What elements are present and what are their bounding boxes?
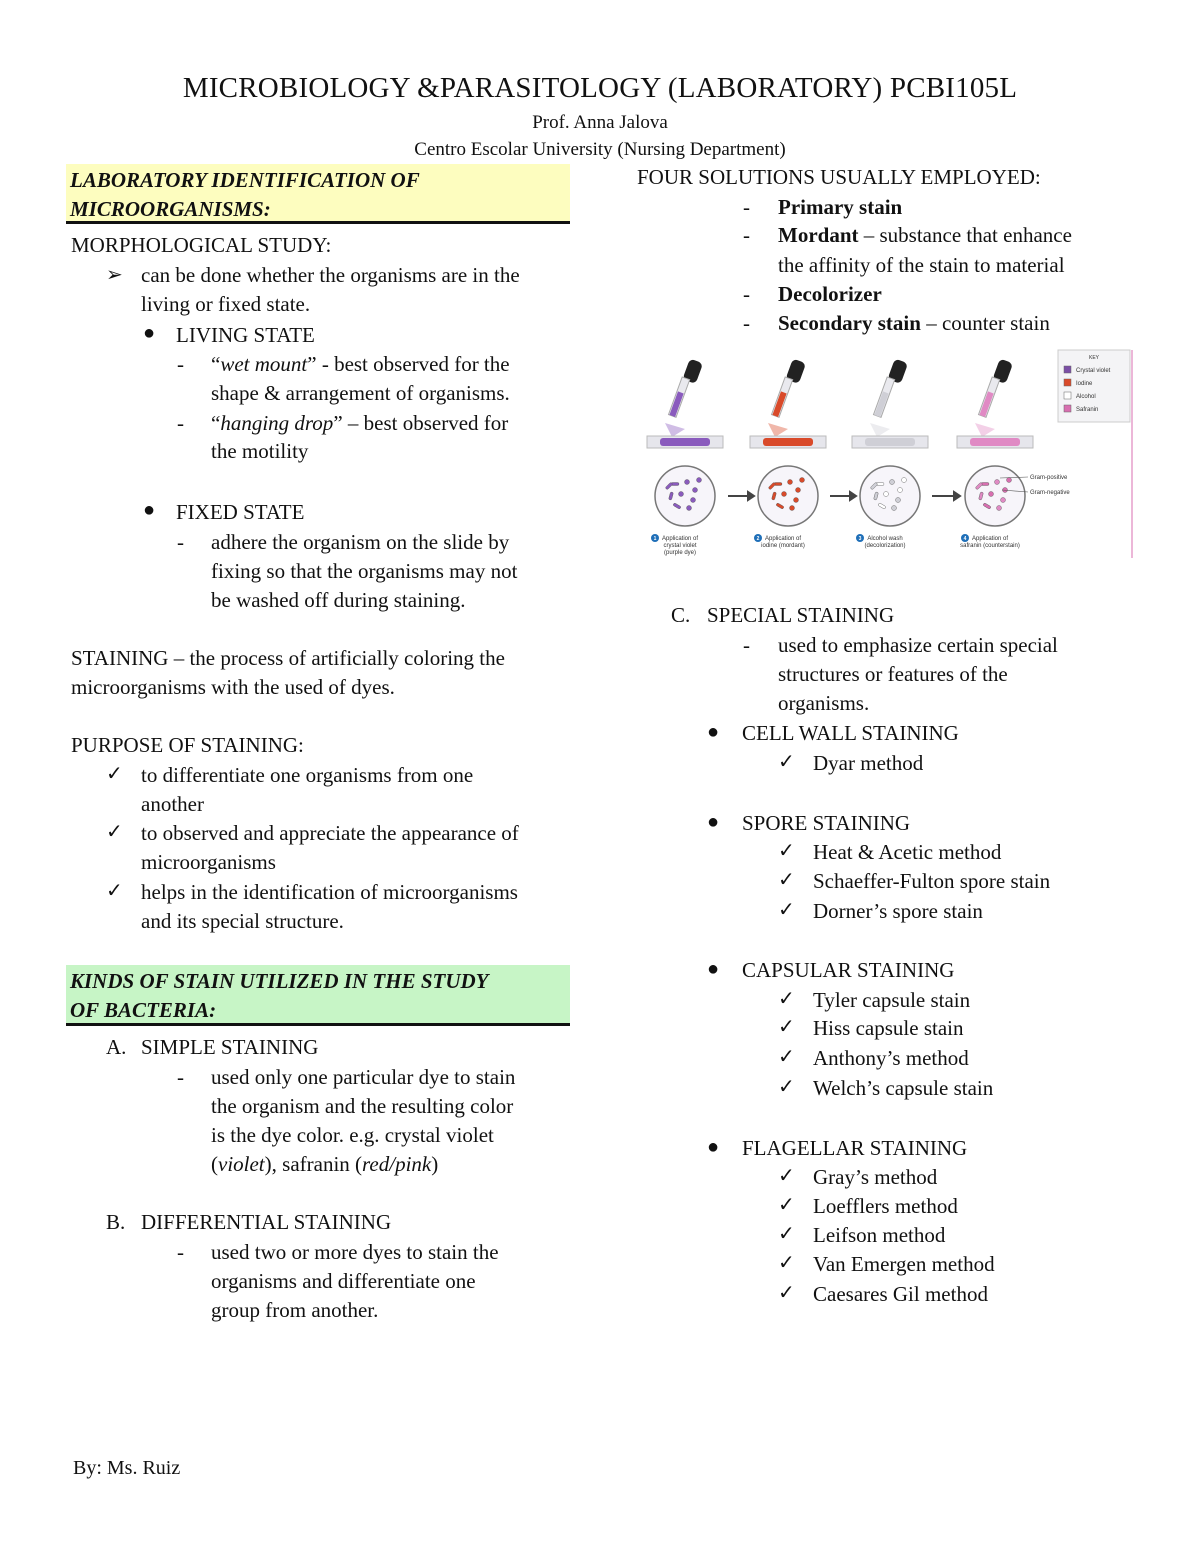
svg-text:(purple dye): (purple dye)	[663, 550, 697, 556]
footer-author: By: Ms. Ruiz	[73, 1457, 181, 1479]
svg-text:iodine (mordant): iodine (mordant)	[761, 543, 805, 549]
simple-staining-title: SIMPLE STAINING	[141, 1035, 319, 1059]
living-state-label: LIVING STATE	[176, 323, 315, 347]
secondary-stain-line: Secondary stain – counter stain	[778, 311, 1050, 335]
dot-bullet-icon: ●	[707, 811, 720, 833]
check-icon: ✓	[106, 880, 123, 902]
check-icon: ✓	[778, 1252, 795, 1274]
stain-step-3	[852, 359, 928, 549]
check-icon: ✓	[778, 899, 795, 921]
check-icon: ✓	[778, 988, 795, 1010]
primary-stain: Primary stain	[778, 195, 903, 219]
dot-bullet-icon: ●	[143, 322, 156, 344]
key-swatch	[1064, 379, 1071, 386]
flagellar-staining-title: FLAGELLAR STAINING	[742, 1136, 968, 1160]
key-swatch	[1064, 392, 1071, 399]
svg-text:2: 2	[756, 536, 760, 542]
professor-name: Prof. Anna Jalova	[532, 112, 668, 133]
stain-step-1	[647, 359, 723, 556]
key-swatch	[1064, 405, 1071, 412]
svg-text:Alcohol wash: Alcohol wash	[867, 536, 903, 542]
svg-text:(decolorization): (decolorization)	[864, 543, 906, 549]
dot-bullet-icon: ●	[707, 1136, 720, 1158]
fixed-state-label: FIXED STATE	[176, 500, 305, 524]
check-icon: ✓	[778, 1165, 795, 1187]
section-heading-kinds-of-stain: KINDS OF STAIN UTILIZED IN THE STUDY OF BACTERIA:	[66, 965, 570, 1026]
dot-bullet-icon: ●	[707, 721, 720, 743]
arrow-bullet-icon: ➢	[106, 264, 123, 286]
key-label: Safranin	[1076, 407, 1099, 413]
spore-staining-title: SPORE STAINING	[742, 811, 911, 835]
dot-bullet-icon: ●	[707, 958, 720, 980]
check-icon: ✓	[106, 821, 123, 843]
stain-step-2	[750, 359, 826, 549]
four-solutions-title: FOUR SOLUTIONS USUALLY EMPLOYED:	[637, 165, 1041, 189]
purpose-title: PURPOSE OF STAINING:	[71, 733, 304, 757]
key-title: KEY	[1088, 355, 1100, 361]
document-title: MICROBIOLOGY &PARASITOLOGY (LABORATORY) PCBI105L	[182, 72, 1018, 104]
key-legend	[1058, 350, 1130, 422]
key-label: Alcohol	[1076, 394, 1096, 400]
stain-step-4	[957, 359, 1033, 549]
svg-text:3: 3	[858, 536, 862, 542]
check-icon: ✓	[106, 763, 123, 785]
svg-text:4: 4	[963, 536, 967, 542]
key-label: Crystal violet	[1076, 368, 1111, 374]
svg-text:crystal violet: crystal violet	[663, 543, 697, 549]
check-icon: ✓	[778, 1282, 795, 1304]
check-icon: ✓	[778, 1046, 795, 1068]
morphological-study-title: MORPHOLOGICAL STUDY:	[71, 233, 332, 257]
hanging-drop-line: “hanging drop” – best observed for	[211, 411, 509, 435]
decolorizer: Decolorizer	[778, 282, 882, 306]
key-swatch	[1064, 366, 1071, 373]
check-icon: ✓	[778, 1016, 795, 1038]
gram-negative-label: Gram-negative	[1030, 490, 1070, 496]
check-icon: ✓	[778, 1223, 795, 1245]
school-name: Centro Escolar University (Nursing Department)	[414, 139, 786, 160]
capsular-staining-title: CAPSULAR STAINING	[742, 958, 955, 982]
check-icon: ✓	[778, 1194, 795, 1216]
staining-definition: STAINING – the process of artificially coloring the	[71, 646, 505, 670]
mordant-line: Mordant – substance that enhance	[778, 223, 1072, 247]
check-icon: ✓	[778, 1076, 795, 1098]
gram-stain-figure	[640, 348, 1135, 563]
svg-text:Application of: Application of	[971, 536, 1009, 542]
key-label: Iodine	[1076, 381, 1093, 387]
wet-mount-line: “wet mount” - best observed for the	[211, 352, 510, 376]
cell-wall-staining-title: CELL WALL STAINING	[742, 721, 959, 745]
svg-text:safranin (counterstain): safranin (counterstain)	[960, 543, 1020, 549]
gram-positive-label: Gram-positive	[1030, 475, 1068, 481]
special-staining-title: SPECIAL STAINING	[707, 603, 895, 627]
differential-staining-title: DIFFERENTIAL STAINING	[141, 1210, 392, 1234]
check-icon: ✓	[778, 840, 795, 862]
svg-text:Application of: Application of	[764, 536, 802, 542]
dot-bullet-icon: ●	[143, 499, 156, 521]
svg-text:1: 1	[653, 536, 657, 542]
section-heading-identification: LABORATORY IDENTIFICATION OF MICROORGANISMS:	[66, 164, 570, 224]
check-icon: ✓	[778, 751, 795, 773]
check-icon: ✓	[778, 869, 795, 891]
svg-text:Application of: Application of	[661, 536, 699, 542]
